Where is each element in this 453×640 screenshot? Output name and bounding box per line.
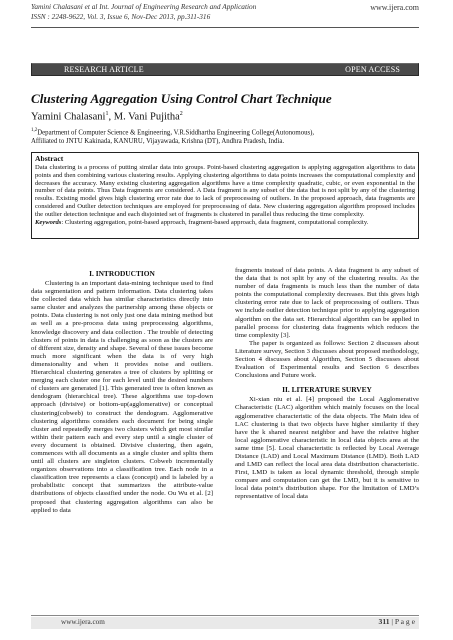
abstract-text: Data clustering is a process of putting similar data into groups. Point-based clustering aggregation is applying aggregation algorithms to data points and then combining various clustering results. Applying clustering algorithms to data points increases the computational complexity and decreases the accuracy. Many existing clustering aggregation algorithms have a time complexity quadratic, cubic, or even exponential in the number of data points. Thus Data fragments are considered. A Data fragment is any subset of the data that is not split by any of the clustering results. Existing model gives high clustering error rate due to lack of preprocessing of outliers. In the proposed approach, data fragments are considered and Outlier detection techniques are employed for preprocessing of data. New clustering aggregation algorithm proposed includes the outlier detection technique and each disjointed set of fragments is clustered in parallel thus reducing the time complexity.: [35, 164, 415, 218]
header-website-link[interactable]: www.ijera.com: [370, 3, 419, 12]
abstract-body: [35, 164, 415, 226]
keywords-text: : Clustering aggregation, point-based approach, fragment-based approach, data fragment, computational complexity.: [61, 218, 369, 226]
keywords-label: Keywords: [35, 218, 62, 226]
journal-header: [31, 2, 361, 22]
abstract-box: [31, 152, 419, 239]
section-heading-literature-survey: II. LITERATURE SURVEY: [282, 385, 372, 395]
author-list: [31, 111, 183, 123]
page-label: | P a g e: [389, 617, 415, 626]
section-heading-introduction: I. INTRODUCTION: [89, 269, 155, 278]
page-number-label: [379, 617, 415, 626]
open-access-label: OPEN ACCESS: [345, 65, 400, 74]
article-type-band: [31, 63, 419, 76]
right-column: [235, 267, 419, 502]
page-number: 311: [378, 617, 390, 626]
paragraph: The paper is organized as follows: Section 2 discusses about Literature survey, Section 3 discusses about proposed methodology, Section 4 discusses about Algorithm, Section 5 discusses about Evaluation of Experimental results and Section 6 describes Conclusions and Future work.: [235, 339, 419, 380]
author-affiliation-marker: 2: [179, 111, 183, 117]
paragraph: Clustering is an important data-mining technique used to find data segmentation and pattern information. Data clustering takes the collected data which has similar characteristics directly into same cluster and analyzes the partnership among these objects or points. Data clustering is not only just one data mining method but as well as a pre-process data using preprocessing algorithms, knowledge discovery and data collection . The trouble of detecting clusters of points in data is challenging as soon as the clusters are of different size, density and shape. Several of these issues become much more significant when the data is of very high dimensionality and when it provides noise and outliers. Hierarchical clustering generates a tree of clusters by splitting or merging each cluster one for each level until the desired numbers of clusters are generated [1]. This generated tree is often known as dendogram (hierarchical tree). These algorithms use top-down approach (divisive) or bottom-up(agglomerative) or conceptual clustering(cobweb) to construct the dendogram. Agglomerative clustering algorithms considers each document for being single cluster and repeatedly merges two clusters which get most similar within their pattern each and every step until a single cluster of every document is obtained. Divisive clustering, then again, commences with all documents as a single cluster and splits them until all clusters are singleton clusters. Cobweb incrementally organizes observations into a classification tree. Each node in a classification tree represents a class (concept) and is labeled by a probabilistic concept that summarizes the attribute-value distributions of objects classified under the node. Ou Wu et al. [2] proposed that clustering aggregation algorithms can also be applied to data: [31, 280, 213, 514]
journal-citation: Yamini Chalasani et al Int. Journal of Engineering Research and Application: [31, 2, 257, 11]
affiliation: [31, 126, 431, 146]
author-name: M. Vani Pujitha: [113, 111, 180, 123]
research-article-label: RESEARCH ARTICLE: [64, 65, 144, 74]
footer-website-link[interactable]: www.ijera.com: [61, 618, 105, 626]
author-affiliation-marker: 1: [105, 111, 109, 117]
footer-divider: [31, 615, 419, 616]
journal-issn: ISSN : 2248-9622, Vol. 3, Issue 6, Nov-Dec 2013, pp.311-316: [31, 12, 211, 21]
abstract-heading: Abstract: [35, 154, 64, 163]
paragraph: fragments instead of data points. A data fragment is any subset of the data that is not split by any of the clustering results. As the number of data fragments is much less than the number of data points the computational complexity decreases. But this gives high clustering error rate due to lack of preprocessing of outliers. Thus we include outlier detection technique prior to applying aggregation algorithm on the data set. Hierarchical algorithm can be applied in parallel process for clustering data fragments which reduces the time complexity [3].: [235, 267, 419, 339]
paper-title: Clustering Aggregation Using Control Chart Technique: [31, 91, 332, 106]
affiliation-line: Department of Computer Science & Engineering, V.R.Siddhartha Engineering College(Autonomous),: [37, 129, 315, 137]
author-name: Yamini Chalasani: [31, 111, 106, 123]
paragraph: Xi-xian niu et al. [4] proposed the Local Agglomerative Characteristic (LAC) algorithm which mainly focuses on the local agglomerative characteristic of the data objects. The Main idea of LAC clustering is that two objects have higher similarity if they have the k shared nearest neighbor and have the relative higher local agglomerative characteristic in local data objects area at the same time [5]. Local characteristic is reflected by Local Average Distance (LAD) and Local Maximum Distance (LMD). Both LAD and LMD can reflect the local area data distribution characteristic. First, LMD is taken as local dynamic threshold, through simple compare and computation can get the LMD, but it is sensitive to local data point’s distribution shape. For the limitation of LMD’s representative of local data: [235, 396, 419, 501]
affiliation-marker: 1,2: [31, 128, 38, 133]
page-footer: [31, 617, 419, 629]
header-divider: [31, 27, 419, 28]
author-separator: ,: [108, 111, 114, 123]
affiliation-line: Affiliated to JNTU Kakinada, KANURU, Vijayawada, Krishna (DT), Andhra Pradesh, India.: [31, 138, 285, 146]
left-column: [31, 267, 213, 515]
